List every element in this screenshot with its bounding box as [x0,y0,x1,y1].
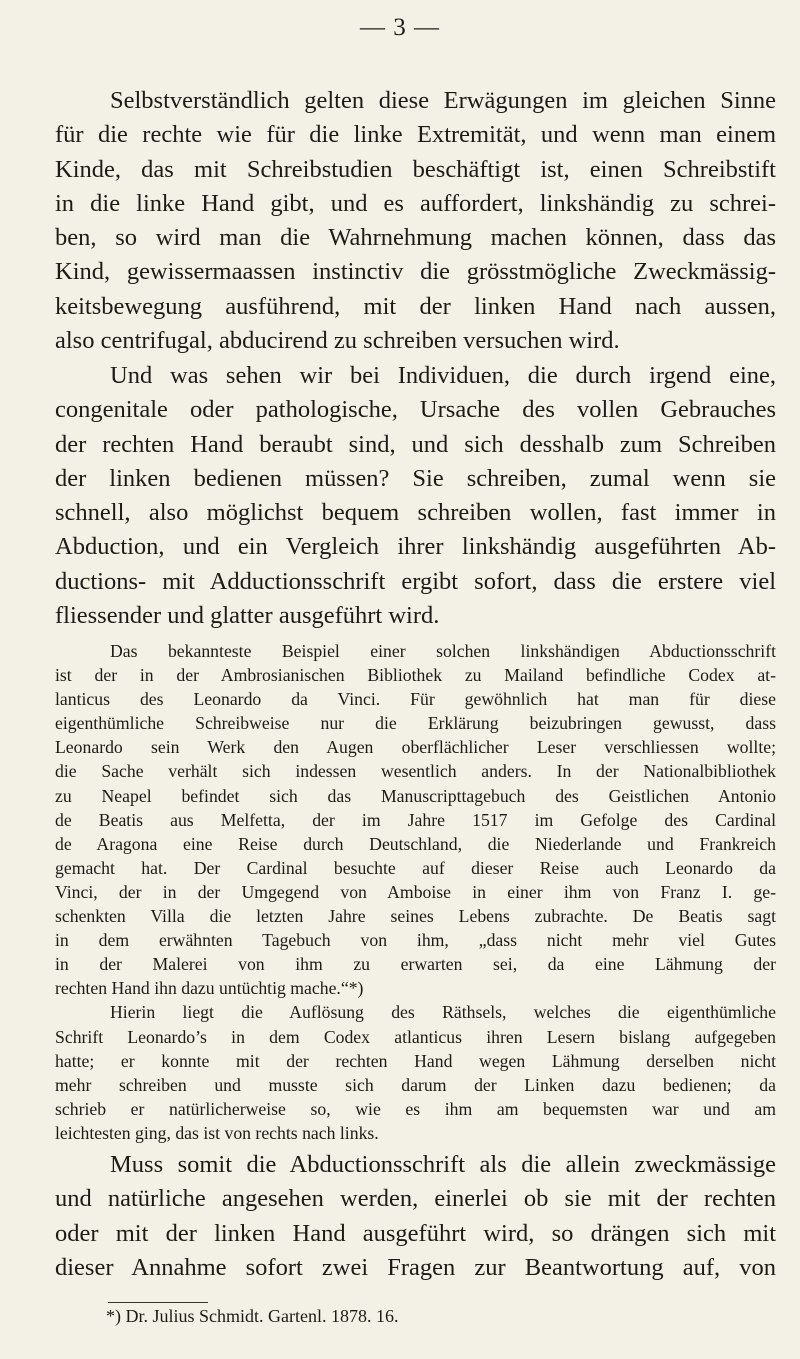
paragraph-2 [55,359,776,633]
text-line: schnell, also möglichst bequem schreiben wollen, fast immer in [55,499,776,527]
text-line: in dem erwähnten Tagebuch von ihm, „dass nicht mehr viel Gutes [55,930,776,951]
text-line: der rechten Hand beraubt sind, und sich desshalb zum Schreiben [55,430,776,458]
text-line: fliessender und glatter ausgeführt wird. [55,602,440,630]
text-line: Abduction, und ein Vergleich ihrer linkshändig ausgeführten Ab- [55,533,776,561]
text-line: dieser Annahme sofort zwei Fragen zur Beantwortung auf, von [55,1253,776,1281]
text-line: ben, so wird man die Wahrnehmung machen können, dass das [55,224,776,252]
small-paragraph-1 [55,639,776,1145]
text-line: für die rechte wie für die linke Extremität, und wenn man einem [55,121,776,149]
text-line: der linken bedienen müssen? Sie schreiben, zumal wenn sie [55,464,776,492]
text-line: keitsbewegung ausführend, mit der linken Hand nach aussen, [55,292,776,320]
text-line: in die linke Hand gibt, und es auffordert, linkshändig zu schrei- [55,189,776,217]
text-line: Kind, gewissermaassen instinctiv die grösstmögliche Zweckmässig- [55,258,776,286]
text-line: lanticus des Leonardo da Vinci. Für gewöhnlich hat man für diese [55,689,776,710]
text-line: schrieb er natürlicherweise so, wie es ihm am bequemsten war und am [55,1098,776,1119]
paragraph-3 [55,1148,776,1285]
text-line: gemacht hat. Der Cardinal besuchte auf dieser Reise auch Leonardo da [55,857,776,878]
text-line: oder mit der linken Hand ausgeführt wird, so drängen sich mit [55,1219,776,1247]
text-line: Selbstverständlich gelten diese Erwägungen im gleichen Sinne [110,87,776,114]
text-line: de Beatis aus Melfetta, der im Jahre 1517 im Gefolge des Cardinal [55,809,776,830]
text-line: Muss somit die Abductionsschrift als die allein zweckmässige [110,1151,776,1178]
paragraph-1 [55,84,776,358]
text-line: de Aragona eine Reise durch Deutschland, die Niederlande und Frankreich [55,833,776,854]
footnote: *) Dr. Julius Schmidt. Gartenl. 1878. 16. [106,1306,399,1326]
text-line: und natürliche angesehen werden, einerlei ob sie mit der rechten [55,1185,776,1213]
text-line: congenitale oder pathologische, Ursache des vollen Gebrauches [55,396,776,424]
text-line: rechten Hand ihn dazu untüchtig mache.“*) [55,978,364,999]
text-line: Das bekannteste Beispiel einer solchen linkshändigen Abductionsschrift [110,641,776,661]
text-line: Hierin liegt die Auflösung des Räthsels, welches die eigenthümliche [110,1002,776,1023]
page-number: — 3 — [360,14,440,41]
text-line: Leonardo sein Werk den Augen oberflächlicher Leser verschliessen wollte; [55,737,776,758]
text-line: ist der in der Ambrosianischen Bibliothek zu Mailand befindliche Codex at- [55,665,776,686]
text-line: die Sache verhält sich indessen wesentlich anders. In der Nationalbibliothek [55,761,776,782]
footnote-rule [108,1302,208,1303]
text-line: ductions- mit Adductionsschrift ergibt sofort, dass die erstere viel [55,567,776,595]
text-line: zu Neapel befindet sich das Manuscripttagebuch des Geistlichen Antonio [55,785,776,806]
text-line: Und was sehen wir bei Individuen, die durch irgend eine, [110,362,776,389]
text-line: also centrifugal, abducirend zu schreiben versuchen wird. [55,327,620,355]
text-line: mehr schreiben und musste sich darum der Linken dazu bedienen; da [55,1074,776,1095]
text-line: leichtesten ging, das ist von rechts nach links. [55,1122,379,1143]
text-line: schenkten Villa die letzten Jahre seines Lebens zubrachte. De Beatis sagt [55,906,776,927]
text-line: hatte; er konnte mit der rechten Hand wegen Lähmung derselben nicht [55,1050,776,1071]
text-line: eigenthümliche Schreibweise nur die Erklärung beizubringen gewusst, dass [55,713,776,734]
text-line: Vinci, der in der Umgegend von Amboise in einer ihm von Franz I. ge- [55,881,776,902]
text-line: in der Malerei von ihm zu erwarten sei, da eine Lähmung der [55,954,776,975]
text-line: Schrift Leonardo’s in dem Codex atlanticus ihren Lesern bislang aufgegeben [55,1026,776,1047]
text-line: Kinde, das mit Schreibstudien beschäftigt ist, einen Schreibstift [55,155,776,183]
